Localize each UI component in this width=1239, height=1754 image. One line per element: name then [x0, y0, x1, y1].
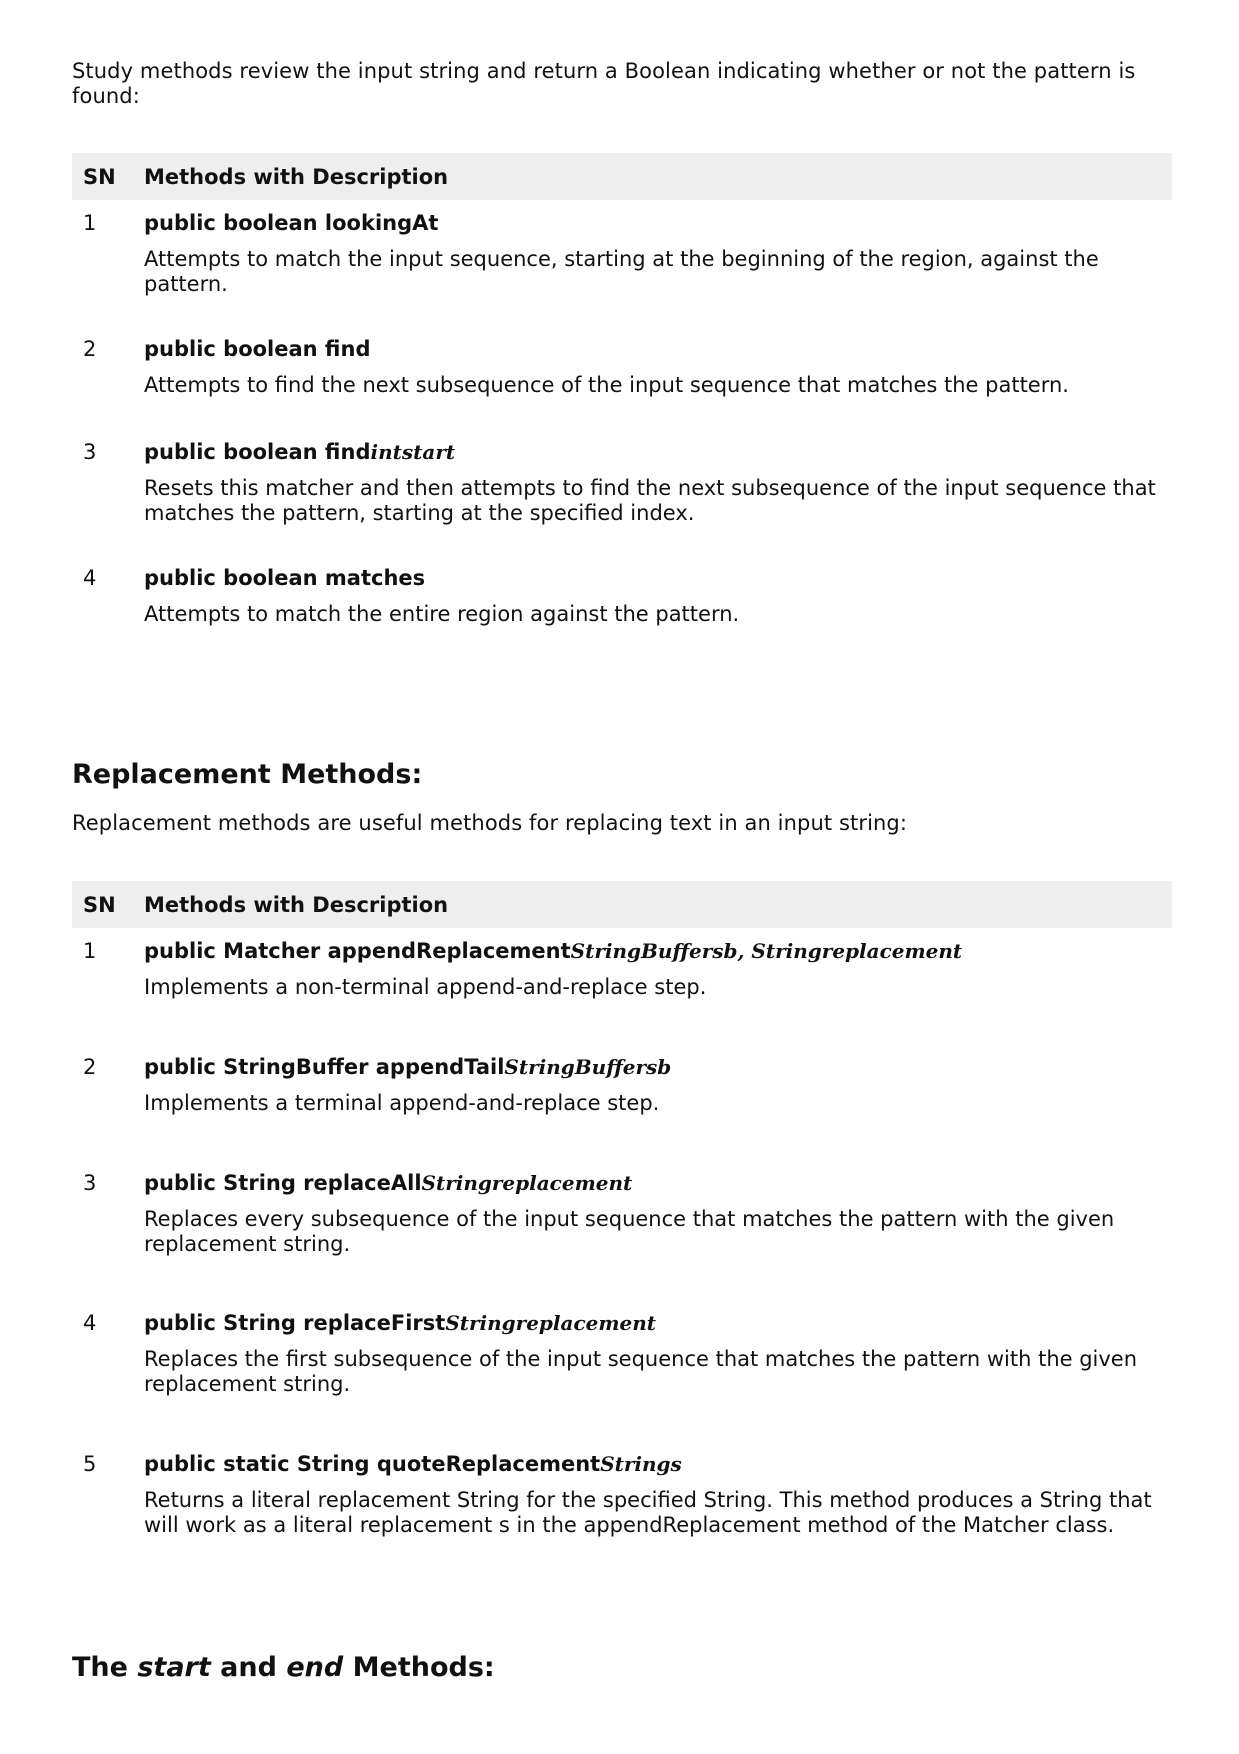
row-number: 2: [83, 337, 97, 361]
method-description: Attempts to match the input sequence, starting at the beginning of the region, against the pattern.: [144, 247, 1099, 296]
row-number: 3: [83, 1171, 97, 1195]
method-signature: [144, 1300, 1172, 1347]
method-name: public boolean matches: [144, 566, 426, 590]
header-sn: SN: [83, 164, 116, 189]
method-description: Attempts to match the entire region against the pattern.: [144, 602, 740, 626]
method-params: StringBuffersb: [504, 1055, 672, 1079]
table-row: [72, 326, 1172, 429]
method-name: public StringBuffer appendTail: [144, 1055, 505, 1079]
row-number: 4: [83, 566, 97, 590]
table-row: [72, 555, 1172, 635]
study-methods-intro: Study methods review the input string and return a Boolean indicating whether or not the pattern is found:: [72, 59, 1136, 108]
method-description: Replaces every subsequence of the input sequence that matches the pattern with the given replacement string.: [144, 1207, 1115, 1256]
heading-start-word: start: [137, 1652, 211, 1683]
method-signature: [144, 1441, 1172, 1488]
method-signature: [144, 555, 1172, 602]
method-signature: [144, 928, 1172, 975]
method-signature: [144, 1044, 1172, 1091]
start-end-methods-heading: [72, 1652, 495, 1684]
method-description: Returns a literal replacement String for the specified String. This method produces a String that will work as a literal replacement s in the appendReplacement method of the Matcher class.: [144, 1488, 1152, 1537]
method-params: StringBuffersb, Stringreplacement: [570, 939, 963, 963]
header-sn: SN: [83, 892, 116, 917]
method-params: intstart: [370, 440, 456, 464]
method-name: public Matcher appendReplacement: [144, 939, 571, 963]
row-number: 1: [83, 939, 97, 963]
method-params: Stringreplacement: [445, 1311, 657, 1335]
method-description: Resets this matcher and then attempts to find the next subsequence of the input sequence that matches the pattern, starting at the specified index.: [144, 476, 1156, 525]
method-name: public boolean find: [144, 337, 371, 361]
method-params: Strings: [600, 1452, 682, 1476]
method-description: Implements a terminal append-and-replace step.: [144, 1091, 660, 1115]
table-header: [72, 153, 1172, 200]
header-description: Methods with Description: [144, 892, 449, 917]
heading-suffix: Methods:: [343, 1652, 495, 1683]
table-row: [72, 1160, 1172, 1300]
replacement-methods-heading: Replacement Methods:: [72, 759, 423, 790]
method-signature: [144, 429, 1172, 476]
method-name: public String replaceFirst: [144, 1311, 446, 1335]
replacement-methods-intro: Replacement methods are useful methods for replacing text in an input string:: [72, 811, 908, 835]
table-row: [72, 1044, 1172, 1160]
method-signature: [144, 1160, 1172, 1207]
row-number: 1: [83, 211, 97, 235]
method-params: Stringreplacement: [421, 1171, 633, 1195]
method-name: public String replaceAll: [144, 1171, 422, 1195]
row-number: 5: [83, 1452, 97, 1476]
method-name: public boolean lookingAt: [144, 211, 439, 235]
method-name: public static String quoteReplacement: [144, 1452, 601, 1476]
row-number: 4: [83, 1311, 97, 1335]
table-row: [72, 928, 1172, 1044]
table-header: [72, 881, 1172, 928]
method-description: Implements a non-terminal append-and-replace step.: [144, 975, 707, 999]
header-description: Methods with Description: [144, 164, 449, 189]
heading-middle: and: [210, 1652, 287, 1683]
table-row: [72, 1441, 1172, 1581]
method-signature: [144, 326, 1172, 373]
table-row: [72, 200, 1172, 326]
method-description: Replaces the first subsequence of the input sequence that matches the pattern with the given replacement string.: [144, 1347, 1138, 1396]
row-number: 3: [83, 440, 97, 464]
row-number: 2: [83, 1055, 97, 1079]
table-row: [72, 1300, 1172, 1441]
method-description: Attempts to find the next subsequence of the input sequence that matches the pattern.: [144, 373, 1069, 397]
method-name: public boolean find: [144, 440, 371, 464]
heading-prefix: The: [72, 1652, 138, 1683]
method-signature: [144, 200, 1172, 247]
replacement-methods-table: [72, 881, 1172, 1581]
study-methods-table: [72, 153, 1172, 635]
heading-end-word: end: [286, 1652, 344, 1683]
table-row: [72, 429, 1172, 555]
